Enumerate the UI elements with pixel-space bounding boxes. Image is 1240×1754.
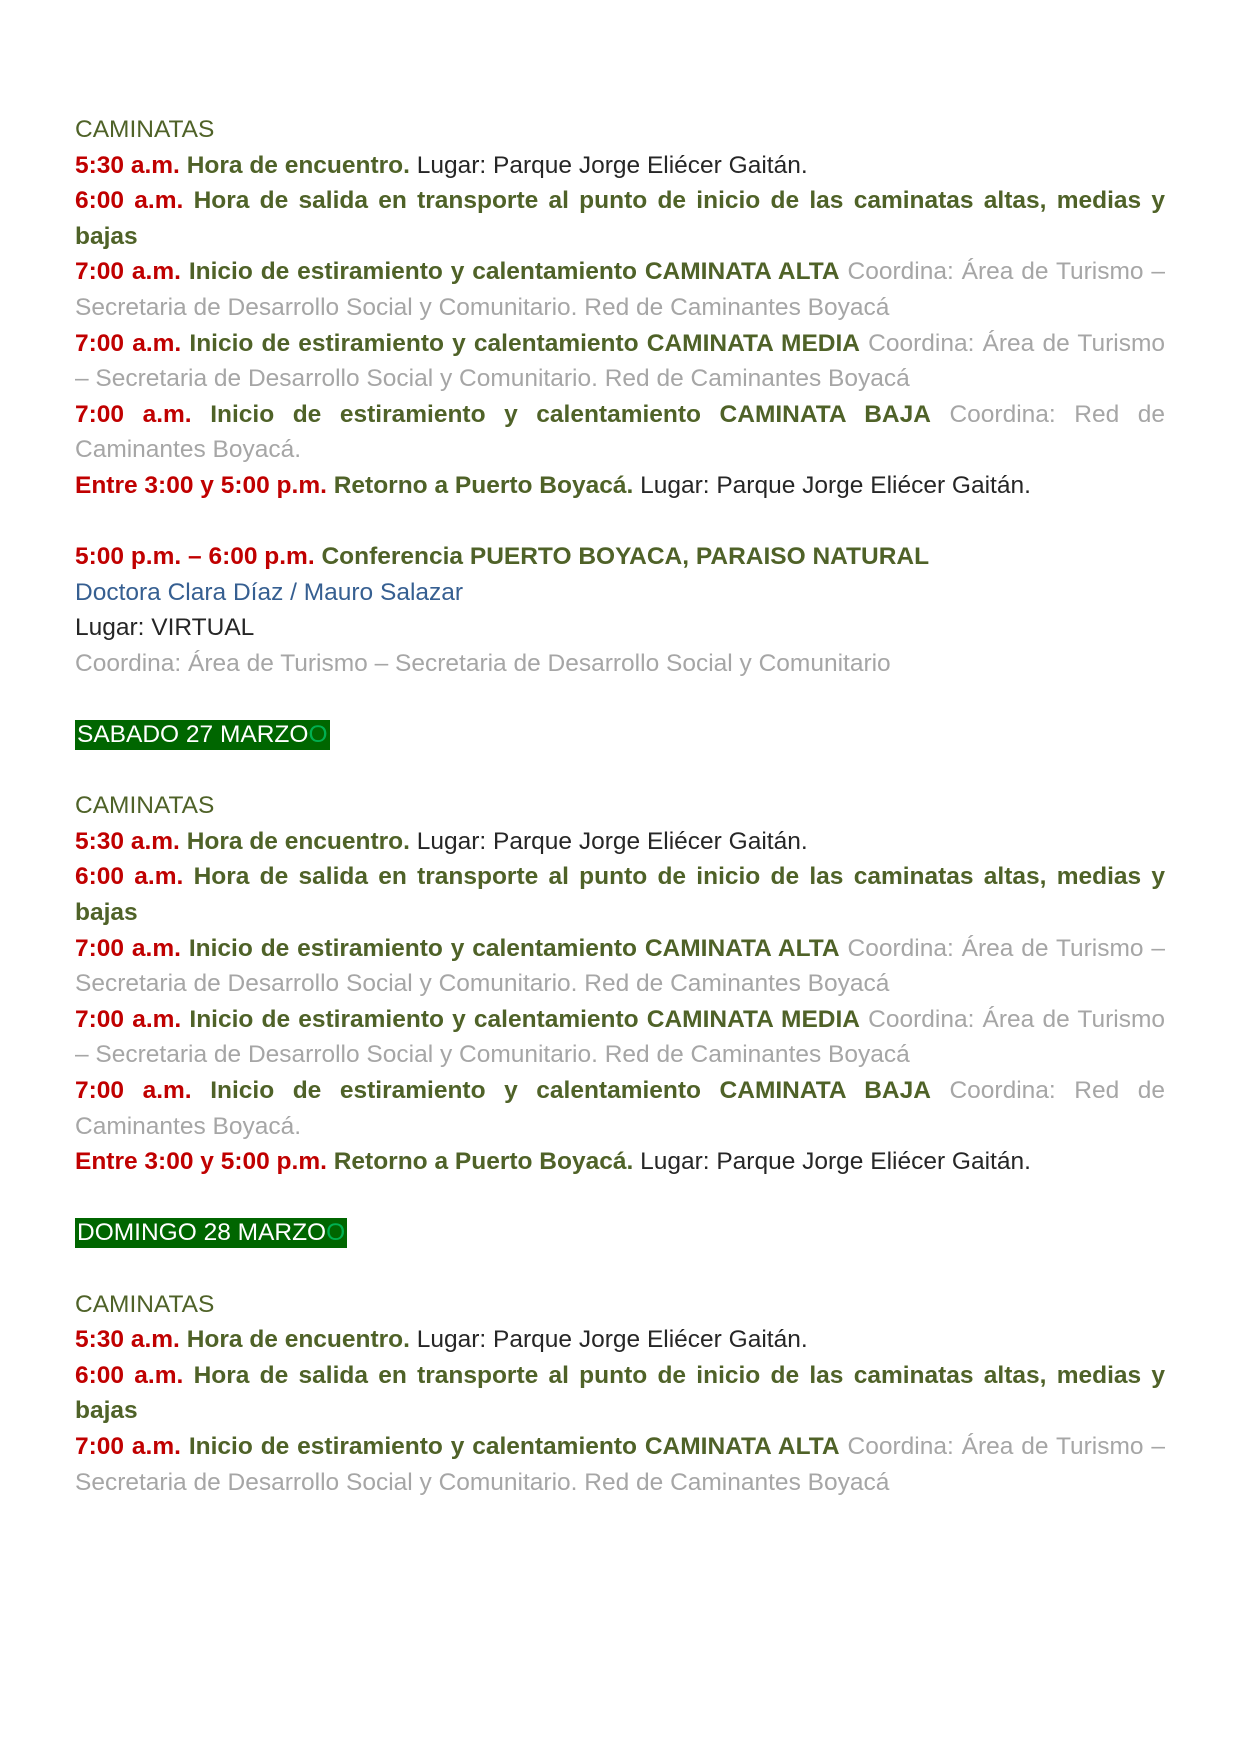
agenda-time: 7:00 a.m. <box>75 258 181 286</box>
conference-time: 5:00 p.m. – 6:00 p.m. <box>75 543 315 571</box>
agenda-title: Inicio de estiramiento y calentamiento CAMINATA MEDIA <box>189 329 860 357</box>
agenda-line <box>75 254 1165 325</box>
agenda-line <box>75 397 1165 468</box>
agenda-coordinator: Coordina: Área de Turismo – Secretaria de Desarrollo Social y Comunitario. Red de Caminantes Boyacá <box>75 1005 1166 1069</box>
agenda-title: Inicio de estiramiento y calentamiento CAMINATA BAJA <box>210 1077 931 1105</box>
conference-place: Lugar: VIRTUAL <box>75 614 255 642</box>
agenda-time: Entre 3:00 y 5:00 p.m. <box>75 471 327 499</box>
agenda-line <box>75 1002 1165 1073</box>
agenda-coordinator: Coordina: Área de Turismo – Secretaria de Desarrollo Social y Comunitario. Red de Caminantes Boyacá <box>75 329 1166 393</box>
conference-line <box>75 539 1165 575</box>
agenda-coordinator: Coordina: Red de Caminantes Boyacá. <box>75 400 1166 464</box>
agenda-line <box>75 1429 1165 1500</box>
day-label: DOMINGO 28 MARZO <box>77 1219 327 1247</box>
agenda-coordinator: Coordina: Área de Turismo – Secretaria de Desarrollo Social y Comunitario. Red de Caminantes Boyacá <box>75 258 1166 321</box>
day-label-tail: O <box>326 1219 346 1247</box>
agenda-place: Lugar: Parque Jorge Eliécer Gaitán. <box>640 1148 1031 1176</box>
agenda-title: Hora de salida en transporte al punto de inicio de las caminatas altas, medias y bajas <box>75 187 1166 250</box>
agenda-title: Retorno a Puerto Boyacá. <box>333 1148 634 1176</box>
agenda-title: Hora de salida en transporte al punto de inicio de las caminatas altas, medias y bajas <box>75 863 1166 927</box>
agenda-time: 5:30 a.m. <box>75 1326 180 1354</box>
conference-speakers: Doctora Clara Díaz / Mauro Salazar <box>75 578 464 606</box>
agenda-line <box>75 931 1165 1002</box>
agenda-title: Inicio de estiramiento y calentamiento CAMINATA ALTA <box>188 258 840 286</box>
agenda-line <box>75 468 1165 504</box>
agenda-time: 7:00 a.m. <box>75 329 182 357</box>
conference-title: Conferencia PUERTO BOYACA, PARAISO NATURAL <box>321 543 930 571</box>
conference-coordinator: Coordina: Área de Turismo – Secretaria de Desarrollo Social y Comunitario <box>75 649 891 677</box>
agenda-place: Lugar: Parque Jorge Eliécer Gaitán. <box>416 1326 808 1354</box>
section-heading: CAMINATAS <box>75 1290 215 1318</box>
agenda-place: Lugar: Parque Jorge Eliécer Gaitán. <box>416 151 808 179</box>
agenda-time: 5:30 a.m. <box>75 827 180 855</box>
day-heading-saturday <box>75 717 1165 753</box>
agenda-time: 6:00 a.m. <box>75 1361 184 1389</box>
agenda-line <box>75 1073 1165 1144</box>
agenda-title: Retorno a Puerto Boyacá. <box>333 471 634 499</box>
agenda-time: 7:00 a.m. <box>75 1077 192 1105</box>
agenda-line <box>75 859 1165 930</box>
day-band <box>75 720 330 750</box>
section-heading: CAMINATAS <box>75 792 215 820</box>
agenda-time: 6:00 a.m. <box>75 863 184 891</box>
day-heading-sunday <box>75 1215 1165 1251</box>
agenda-title: Hora de encuentro. <box>186 1326 410 1354</box>
agenda-line <box>75 183 1165 254</box>
agenda-line <box>75 148 1165 184</box>
document-page <box>75 112 1165 1500</box>
agenda-place: Lugar: Parque Jorge Eliécer Gaitán. <box>640 471 1031 499</box>
day-label: SABADO 27 MARZO <box>77 721 309 749</box>
agenda-time: 7:00 a.m. <box>75 1432 181 1460</box>
agenda-time: 7:00 a.m. <box>75 400 192 428</box>
day-band <box>75 1218 347 1248</box>
agenda-title: Hora de salida en transporte al punto de inicio de las caminatas altas, medias y bajas <box>75 1361 1166 1425</box>
agenda-title: Inicio de estiramiento y calentamiento CAMINATA ALTA <box>188 934 840 962</box>
agenda-time: 7:00 a.m. <box>75 934 181 962</box>
agenda-place: Lugar: Parque Jorge Eliécer Gaitán. <box>416 827 808 855</box>
section-heading: CAMINATAS <box>75 116 215 143</box>
agenda-line <box>75 326 1165 397</box>
agenda-time: 7:00 a.m. <box>75 1005 182 1033</box>
agenda-coordinator: Coordina: Red de Caminantes Boyacá. <box>75 1077 1166 1140</box>
agenda-title: Hora de encuentro. <box>186 151 410 179</box>
agenda-time: 5:30 a.m. <box>75 151 180 179</box>
agenda-coordinator: Coordina: Área de Turismo – Secretaria de Desarrollo Social y Comunitario. Red de Caminantes Boyacá <box>75 934 1166 998</box>
agenda-title: Hora de encuentro. <box>186 827 410 855</box>
agenda-line <box>75 1322 1165 1358</box>
agenda-title: Inicio de estiramiento y calentamiento CAMINATA BAJA <box>210 400 931 428</box>
agenda-line <box>75 1358 1165 1429</box>
agenda-title: Inicio de estiramiento y calentamiento CAMINATA ALTA <box>188 1432 840 1460</box>
agenda-title: Inicio de estiramiento y calentamiento CAMINATA MEDIA <box>189 1005 860 1033</box>
agenda-line <box>75 1144 1165 1180</box>
agenda-coordinator: Coordina: Área de Turismo – Secretaria de Desarrollo Social y Comunitario. Red de Caminantes Boyacá <box>75 1432 1166 1496</box>
agenda-line <box>75 824 1165 860</box>
agenda-time: Entre 3:00 y 5:00 p.m. <box>75 1148 327 1176</box>
agenda-time: 6:00 a.m. <box>75 187 184 215</box>
day-label-tail: O <box>308 721 328 749</box>
